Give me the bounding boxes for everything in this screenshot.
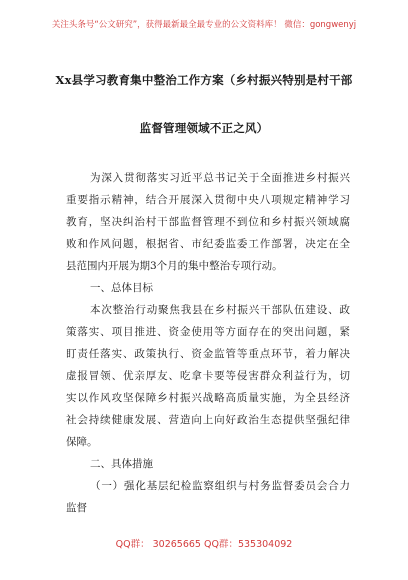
document-title-line-1: Xx县学习教育集中整治工作方案（乡村振兴特别是村干部	[55, 73, 353, 87]
header-promo-note: 关注头条号“公文研究”，获得最新最全最专业的公文资料库！ 微信：gongwenyj	[51, 20, 357, 30]
body-paragraph-line: 策落实、项目推进、资金使用等方面存在的突出问题，紧	[66, 326, 350, 338]
body-paragraph-line: 败和作风问题，根据省、市纪委监委工作部署，决定在全	[66, 238, 350, 250]
document-title-line-2: 监督管理领域不正之风）	[139, 121, 269, 135]
body-paragraph-line: 虚报冒领、优亲厚友、吃拿卡要等侵害群众利益行为，切	[66, 370, 350, 382]
body-paragraph-line: 县范围内开展为期3个月的集中整治专项行动。	[66, 260, 283, 272]
body-paragraph-line: 社会持续健康发展、营造向上向好政治生态提供坚强纪律	[66, 414, 350, 426]
body-paragraph-line: 重要指示精神，结合开展深入贯彻中央八项规定精神学习	[66, 194, 350, 206]
footer-qq-groups: QQ群： 30265665 QQ群：535304092	[115, 539, 293, 550]
body-paragraph-line: 实以作风攻坚保障乡村振兴战略高质量实施，为全县经济	[66, 392, 350, 404]
section-heading-goals: 一、总体目标	[90, 282, 153, 294]
body-paragraph-line: 教育，坚决纠治村干部监督管理不到位和乡村振兴领域腐	[66, 216, 350, 228]
section-heading-measures: 二、具体措施	[90, 458, 153, 470]
body-paragraph-line: 本次整治行动聚焦我县在乡村振兴干部队伍建设、政	[90, 304, 350, 316]
subsection-heading: （一）强化基层纪检监察组织与村务监督委员会合力	[90, 480, 350, 492]
body-paragraph-line: 盯责任落实、政策执行、资金监管等重点环节，着力解决	[66, 348, 350, 360]
subsection-heading-continued: 监督	[66, 502, 87, 514]
body-paragraph-line: 保障。	[66, 436, 98, 448]
body-paragraph-line: 为深入贯彻落实习近平总书记关于全面推进乡村振兴	[90, 172, 350, 184]
